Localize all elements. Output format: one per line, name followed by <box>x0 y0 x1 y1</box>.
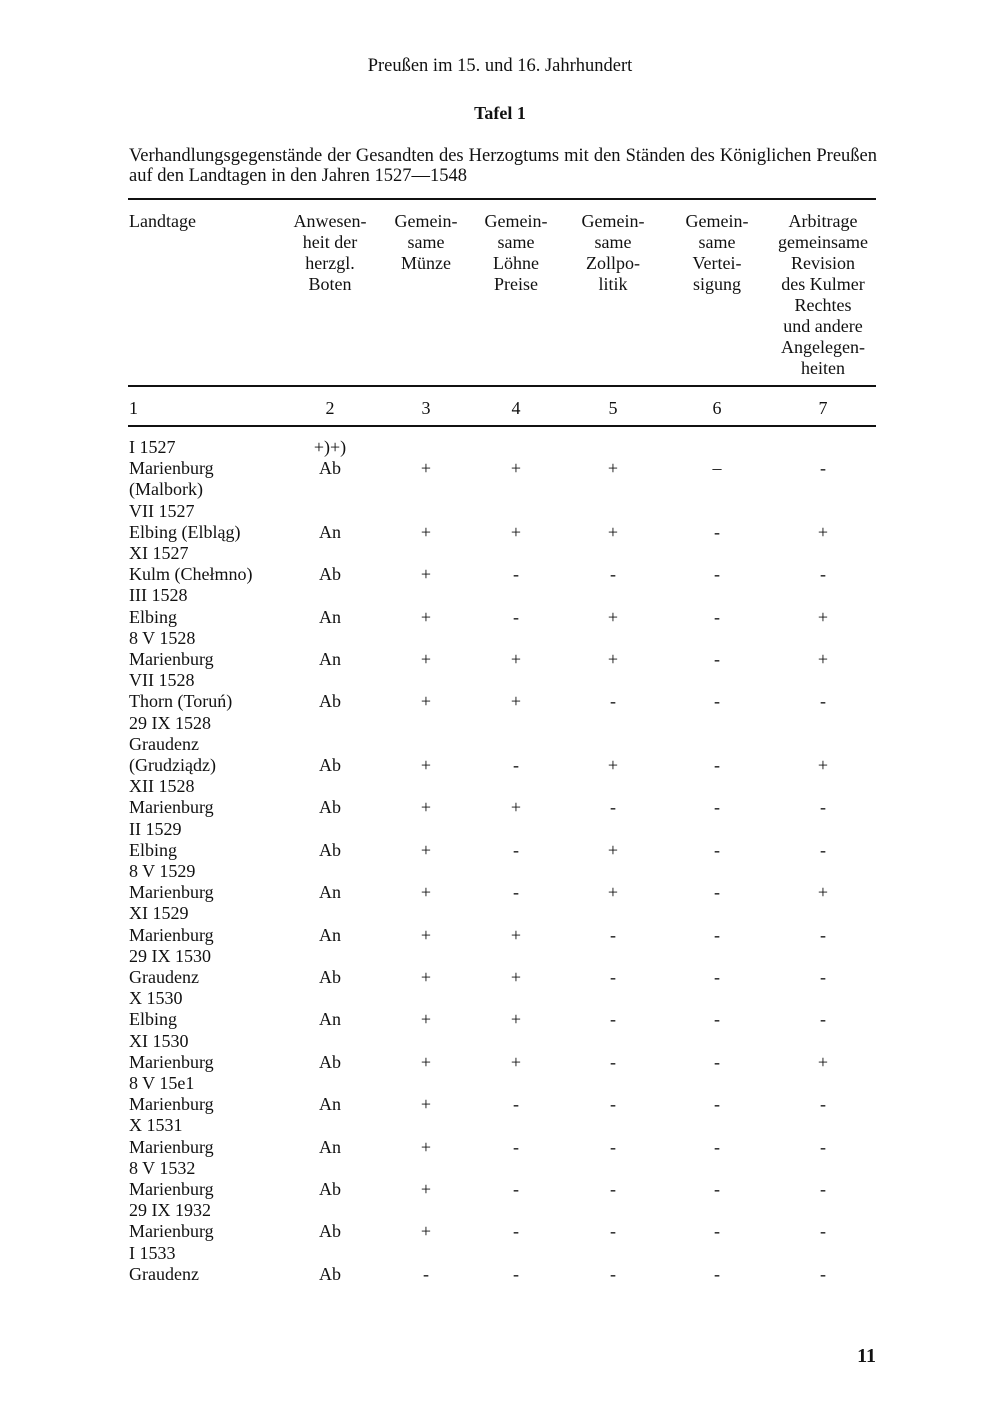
table-cell: + <box>510 1051 522 1072</box>
row-label: Marienburg <box>129 797 214 818</box>
table-cell: + <box>510 1009 522 1030</box>
table-row <box>0 649 1000 670</box>
table-cell: – <box>712 458 722 479</box>
table-cell: An <box>319 924 341 945</box>
table-cell: + <box>420 1221 432 1242</box>
table-cell: - <box>513 755 519 775</box>
row-label: 29 IX 1528 <box>129 712 211 733</box>
table-cell: + <box>420 1179 432 1199</box>
table-cell: - <box>820 797 826 818</box>
table-cell: + <box>607 882 619 903</box>
table-row <box>0 1073 1000 1094</box>
column-number-7: 7 <box>818 398 828 418</box>
table-cell: - <box>820 1263 826 1284</box>
row-label: Marienburg <box>129 882 214 903</box>
table-cell: + <box>607 649 619 669</box>
table-cell: - <box>714 1051 720 1072</box>
row-label: II 1529 <box>129 818 182 839</box>
table-cell: An <box>319 1094 341 1115</box>
table-cell: + <box>420 606 432 627</box>
table-cell: - <box>513 882 519 903</box>
running-head: Preußen im 15. und 16. Jahrhundert <box>367 56 633 76</box>
table-cell: Ab <box>319 691 341 712</box>
column-header-5: Gemein- same Zollpo- litik <box>581 211 645 294</box>
table-row <box>0 1264 1000 1285</box>
row-label: 29 IX 1932 <box>129 1200 211 1221</box>
table-cell: - <box>610 924 616 945</box>
table-row <box>0 819 1000 840</box>
table-cell: + <box>420 924 432 945</box>
table-cell: An <box>319 1009 341 1030</box>
table-cell: - <box>714 797 720 818</box>
table-row <box>0 1031 1000 1052</box>
table-cell: Ab <box>319 458 341 479</box>
column-number-4: 4 <box>511 398 521 418</box>
table-cell: + <box>420 564 432 585</box>
table-cell: + <box>510 521 522 542</box>
table-cell: + <box>420 1136 432 1157</box>
table-row <box>0 1115 1000 1136</box>
table-cell: - <box>513 564 519 585</box>
table-cell: + <box>420 797 432 818</box>
column-number-6: 6 <box>712 398 722 418</box>
table-row <box>0 501 1000 522</box>
table-cell: - <box>820 1009 826 1030</box>
table-cell: + <box>607 458 619 479</box>
table-cell: + <box>817 1051 829 1072</box>
table-cell: - <box>610 1009 616 1030</box>
table-cell: An <box>319 1136 341 1157</box>
row-label: Thorn (Toruń) <box>129 691 233 712</box>
column-header-7: Arbitrage gemeinsame Revision des Kulmer Rechtes und andere Angelegen- heiten <box>778 211 868 378</box>
row-label: Graudenz <box>129 967 199 987</box>
table-cell: - <box>610 797 616 818</box>
table-row <box>0 1158 1000 1179</box>
table-row <box>0 755 1000 776</box>
table-cell: + <box>420 691 432 712</box>
table-cell: - <box>714 564 720 585</box>
row-label: III 1528 <box>129 585 188 606</box>
table-row <box>0 543 1000 564</box>
table-cell: An <box>319 882 341 903</box>
row-label: Graudenz <box>129 733 199 754</box>
table-row <box>0 1052 1000 1073</box>
table-cell: - <box>820 458 826 479</box>
table-row <box>0 1009 1000 1030</box>
table-cell: + <box>510 797 522 818</box>
row-label: Marienburg <box>129 924 214 945</box>
column-number-3: 3 <box>421 398 431 418</box>
table-row <box>0 903 1000 924</box>
table-cell: Ab <box>319 1179 341 1199</box>
column-header-1: Landtage <box>129 211 196 231</box>
table-cell: - <box>513 606 519 627</box>
table-cell: + <box>420 1051 432 1072</box>
table-cell: - <box>610 564 616 585</box>
table-cell: + <box>607 755 619 775</box>
table-cell: - <box>610 1221 616 1242</box>
table-cell: + <box>510 458 522 479</box>
table-row <box>0 607 1000 628</box>
row-label: Marienburg <box>129 458 214 479</box>
row-label: 29 IX 1530 <box>129 945 211 966</box>
table-cell: - <box>714 1263 720 1284</box>
table-cell: + <box>420 839 432 860</box>
column-number-5: 5 <box>608 398 618 418</box>
table-cell: + <box>420 649 432 669</box>
table-cell: - <box>714 606 720 627</box>
row-label: 8 V 1532 <box>129 1157 196 1178</box>
table-cell: - <box>820 1136 826 1157</box>
row-label: I 1527 <box>129 437 176 457</box>
table-row <box>0 713 1000 734</box>
column-number-2: 2 <box>325 398 335 418</box>
table-row <box>0 1094 1000 1115</box>
table-row <box>0 840 1000 861</box>
table-label: Tafel 1 <box>474 103 526 123</box>
table-row <box>0 585 1000 606</box>
table-cell: - <box>714 1136 720 1157</box>
table-cell: - <box>513 1263 519 1284</box>
table-row <box>0 797 1000 818</box>
table-cell: + <box>817 649 829 669</box>
table-cell: Ab <box>319 1221 341 1242</box>
table-row <box>0 691 1000 712</box>
table-cell: An <box>319 606 341 627</box>
row-label: Elbing (Elbląg) <box>129 521 241 542</box>
table-row <box>0 670 1000 691</box>
table-row <box>0 564 1000 585</box>
table-cell: - <box>610 691 616 712</box>
table-cell: - <box>714 882 720 903</box>
table-row <box>0 1221 1000 1242</box>
table-top-rule <box>128 198 876 200</box>
column-header-6: Gemein- same Vertei- sigung <box>685 211 749 294</box>
row-label: (Grudziądz) <box>129 755 216 775</box>
row-label: Graudenz <box>129 1263 199 1284</box>
row-label: XI 1527 <box>129 543 189 563</box>
table-cell: - <box>714 649 720 669</box>
table-cell: Ab <box>319 564 341 585</box>
row-label: (Malbork) <box>129 479 203 500</box>
table-cell: An <box>319 649 341 669</box>
row-label: Kulm (Chełmno) <box>129 564 253 585</box>
table-row <box>0 882 1000 903</box>
row-label: 8 V 1529 <box>129 861 196 881</box>
table-cell: Ab <box>319 967 341 987</box>
row-label: Elbing <box>129 606 177 627</box>
table-cell: - <box>513 1221 519 1242</box>
table-cell: - <box>714 691 720 712</box>
table-cell: + <box>510 967 522 987</box>
table-cell: - <box>714 839 720 860</box>
table-cell: - <box>820 839 826 860</box>
row-label: 8 V 15e1 <box>129 1073 195 1093</box>
table-row <box>0 861 1000 882</box>
row-label: Marienburg <box>129 1051 214 1072</box>
table-cell: - <box>714 521 720 542</box>
table-cell: + <box>420 1094 432 1115</box>
row-label: VII 1528 <box>129 670 195 691</box>
table-cell: Ab <box>319 755 341 775</box>
table-cell: + <box>817 606 829 627</box>
table-cell: - <box>610 967 616 987</box>
table-row <box>0 734 1000 755</box>
table-cell: + <box>607 839 619 860</box>
table-cell: - <box>610 1094 616 1115</box>
table-row <box>0 628 1000 649</box>
row-label: X 1530 <box>129 988 183 1009</box>
table-cell: + <box>420 967 432 987</box>
row-label: XII 1528 <box>129 776 195 797</box>
table-cell: An <box>319 521 341 542</box>
table-cell: + <box>420 1009 432 1030</box>
table-cell: - <box>714 755 720 775</box>
table-cell: + <box>817 521 829 542</box>
table-cell: Ab <box>319 1051 341 1072</box>
column-number-1: 1 <box>129 398 138 418</box>
table-cell: - <box>820 1094 826 1115</box>
table-cell: +)+) <box>313 437 347 457</box>
table-cell: Ab <box>319 839 341 860</box>
table-cell: - <box>714 1094 720 1115</box>
table-row <box>0 967 1000 988</box>
table-cell: + <box>510 691 522 712</box>
table-row <box>0 946 1000 967</box>
row-label: XI 1529 <box>129 903 189 924</box>
row-label: X 1531 <box>129 1115 183 1136</box>
table-row <box>0 925 1000 946</box>
table-cell: + <box>510 649 522 669</box>
table-row <box>0 479 1000 500</box>
table-cell: Ab <box>319 1263 341 1284</box>
table-cell: + <box>817 882 829 903</box>
number-row-rule <box>128 425 876 427</box>
table-cell: + <box>420 521 432 542</box>
column-header-4: Gemein- same Löhne Preise <box>484 211 548 294</box>
table-cell: + <box>607 606 619 627</box>
table-cell: - <box>513 1136 519 1157</box>
table-cell: Ab <box>319 797 341 818</box>
table-row <box>0 1200 1000 1221</box>
table-row <box>0 1179 1000 1200</box>
table-cell: - <box>820 691 826 712</box>
row-label: I 1533 <box>129 1242 176 1263</box>
table-row <box>0 776 1000 797</box>
table-cell: - <box>714 1221 720 1242</box>
table-row <box>0 437 1000 458</box>
table-cell: + <box>510 924 522 945</box>
table-cell: - <box>714 967 720 987</box>
table-row <box>0 1137 1000 1158</box>
table-cell: - <box>610 1179 616 1199</box>
table-cell: - <box>820 967 826 987</box>
table-cell: - <box>610 1051 616 1072</box>
table-cell: - <box>820 1221 826 1242</box>
row-label: Marienburg <box>129 1094 214 1115</box>
table-row <box>0 1243 1000 1264</box>
table-cell: - <box>513 1094 519 1115</box>
table-cell: + <box>817 755 829 775</box>
column-header-3: Gemein- same Münze <box>394 211 458 273</box>
row-label: Marienburg <box>129 1136 214 1157</box>
row-label: VII 1527 <box>129 500 195 521</box>
row-label: XI 1530 <box>129 1030 189 1051</box>
table-cell: - <box>610 1263 616 1284</box>
table-cell: - <box>513 1179 519 1199</box>
row-label: Elbing <box>129 839 177 860</box>
table-cell: - <box>513 839 519 860</box>
table-row <box>0 988 1000 1009</box>
row-label: Marienburg <box>129 1221 214 1242</box>
table-cell: + <box>607 521 619 542</box>
table-cell: - <box>714 1009 720 1030</box>
column-header-2: Anwesen- heit der herzgl. Boten <box>293 211 367 294</box>
table-cell: - <box>610 1136 616 1157</box>
table-cell: - <box>820 924 826 945</box>
table-cell: - <box>423 1263 429 1284</box>
table-cell: + <box>420 882 432 903</box>
table-cell: - <box>820 564 826 585</box>
table-cell: - <box>714 1179 720 1199</box>
row-label: Marienburg <box>129 649 214 669</box>
table-row <box>0 458 1000 479</box>
table-row <box>0 522 1000 543</box>
header-bottom-rule <box>128 385 876 387</box>
row-label: Elbing <box>129 1009 177 1030</box>
page-number: 11 <box>857 1345 876 1367</box>
row-label: 8 V 1528 <box>129 627 196 648</box>
table-cell: - <box>820 1179 826 1199</box>
row-label: Marienburg <box>129 1179 214 1199</box>
table-cell: + <box>420 755 432 775</box>
table-caption: Verhandlungsgegenstände der Gesandten des Herzogtums mit den Ständen des Königlichen Preußen auf den Landtagen in den Jahren 1527—1548 <box>129 146 877 186</box>
table-cell: - <box>714 924 720 945</box>
table-cell: + <box>420 458 432 479</box>
